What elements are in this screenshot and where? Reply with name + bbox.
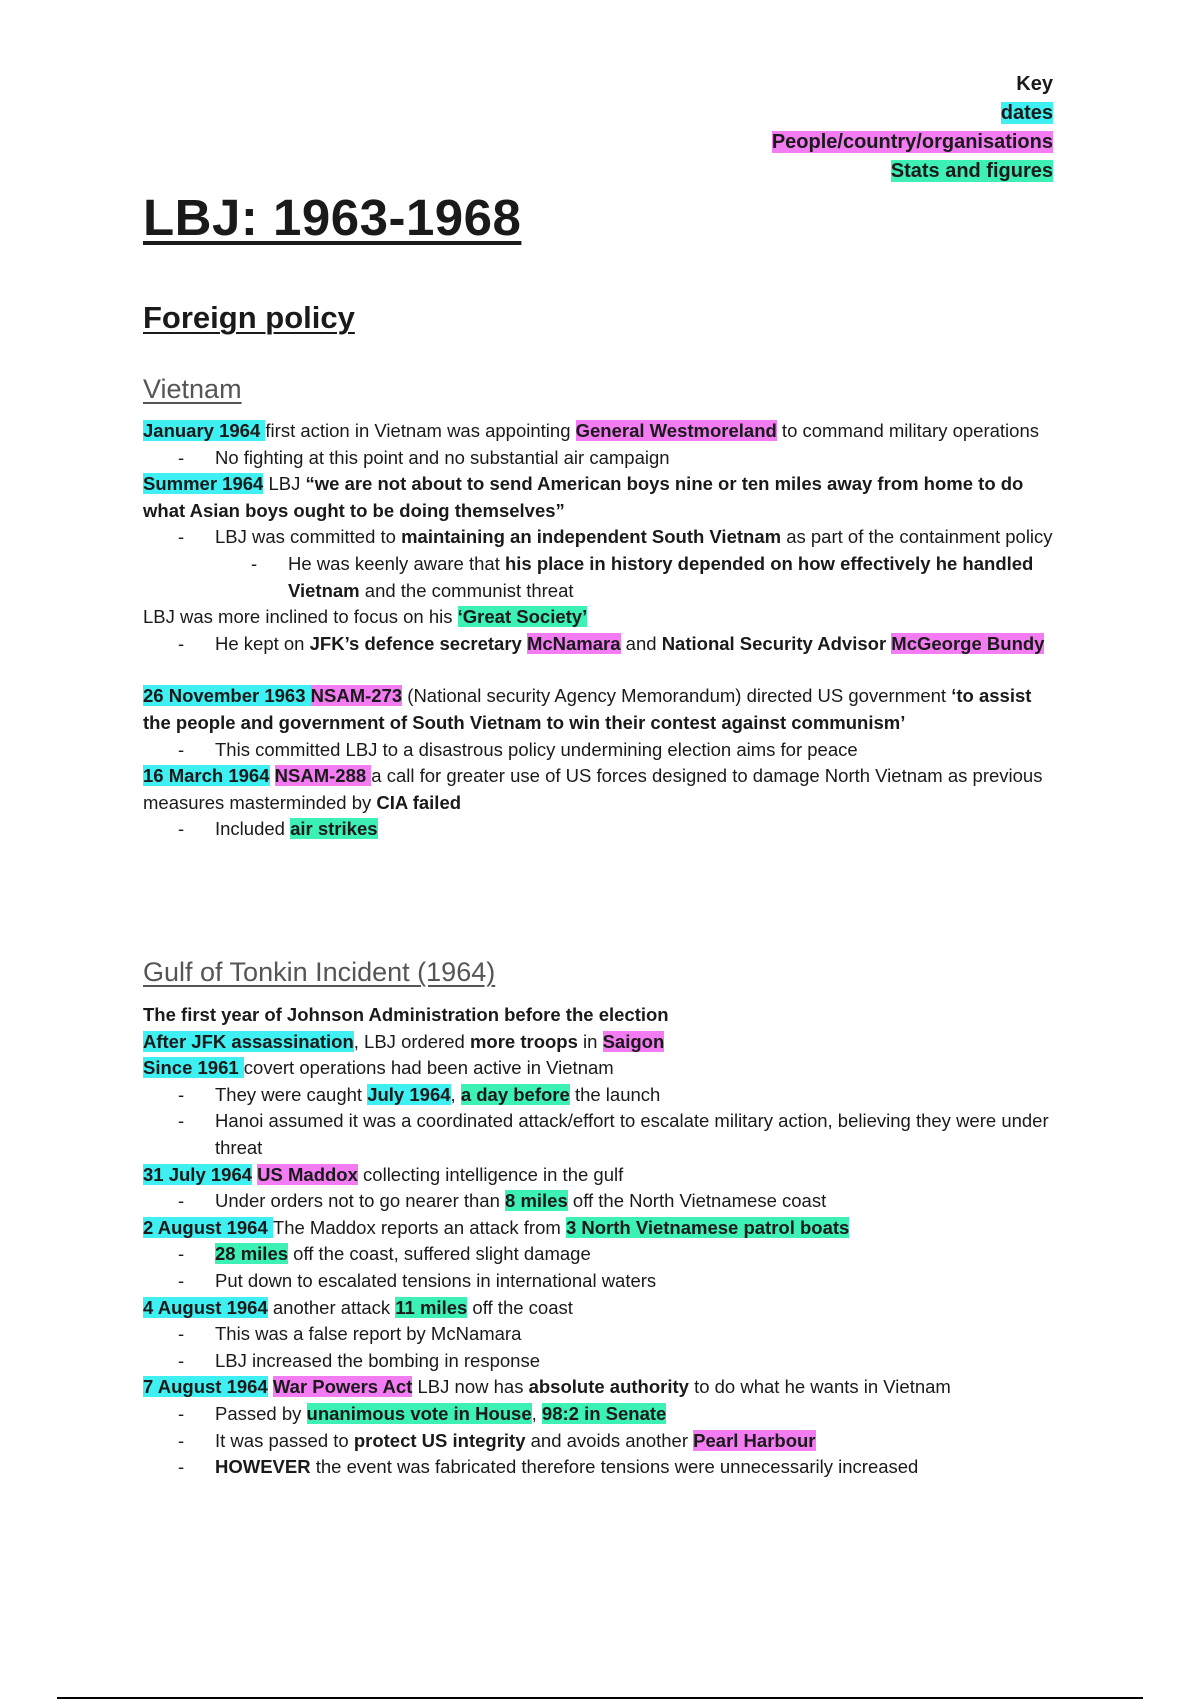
- text: Passed by: [215, 1402, 307, 1424]
- note-line: [143, 1162, 1063, 1189]
- text: The Maddox reports an attack from: [272, 1216, 566, 1238]
- text: Included: [215, 818, 291, 840]
- bullet-item: [143, 1454, 1063, 1481]
- text: He kept on: [215, 632, 310, 654]
- bold-text: CIA failed: [376, 791, 462, 813]
- text: LBJ increased the bombing in response: [215, 1349, 540, 1371]
- text: ,: [450, 1083, 461, 1105]
- stat-highlight: 8 miles: [505, 1190, 568, 1212]
- bullet-item: [143, 524, 1063, 551]
- key-stats: Stats and figures: [890, 160, 1053, 182]
- bold-text: HOWEVER: [215, 1456, 311, 1478]
- entity-highlight: McNamara: [526, 632, 621, 654]
- vietnam-heading: Vietnam: [143, 374, 242, 404]
- blank-line: [143, 657, 1063, 683]
- text: off the North Vietnamese coast: [567, 1190, 827, 1212]
- text: the launch: [569, 1083, 661, 1105]
- entity-highlight: Saigon: [602, 1030, 665, 1052]
- text: and avoids another: [525, 1429, 694, 1451]
- text: the event was fabricated therefore tensions were unnecessarily increased: [310, 1456, 919, 1478]
- key-dates: dates: [1000, 102, 1053, 124]
- text: and the communist threat: [359, 579, 574, 601]
- bold-text: The first year of Johnson Administration before the election: [143, 1004, 669, 1025]
- text: collecting intelligence in the gulf: [357, 1163, 624, 1185]
- bullet-item: [143, 445, 1063, 472]
- key-heading: Key: [1016, 73, 1053, 95]
- date-highlight: July 1964: [367, 1083, 451, 1105]
- stat-highlight: 28 miles: [215, 1243, 289, 1265]
- key-people: People/country/organisations: [771, 131, 1053, 153]
- date-highlight: 7 August 1964: [143, 1376, 268, 1398]
- bullet-item: [143, 631, 1063, 658]
- section-title: Foreign policy: [143, 300, 355, 335]
- date-highlight: Summer 1964: [143, 473, 264, 495]
- text: as part of the containment policy: [781, 526, 1053, 548]
- entity-highlight: General Westmoreland: [575, 420, 777, 441]
- text: Hanoi assumed it was a coordinated attack/effort to escalate military action, believing they were under threat: [215, 1110, 1049, 1158]
- bullet-item: [143, 1268, 1063, 1295]
- bullet-item: [143, 1082, 1063, 1109]
- bullet-item: [143, 816, 1063, 843]
- text: Put down to escalated tensions in international waters: [215, 1269, 657, 1291]
- bold-text: his place in history depended on how effectively he handled Vietnam: [288, 552, 1034, 601]
- text: first action in Vietnam was appointing: [265, 420, 576, 441]
- stat-highlight: air strikes: [290, 818, 378, 840]
- entity-highlight: McGeorge Bundy: [891, 632, 1045, 654]
- stat-highlight: ‘Great Society’: [457, 606, 588, 628]
- bold-text: protect US integrity: [353, 1429, 526, 1451]
- text: and: [620, 632, 662, 654]
- bold-text: absolute authority: [528, 1376, 689, 1398]
- bold-text: maintaining an independent South Vietnam: [401, 526, 782, 548]
- text: another attack: [267, 1296, 396, 1318]
- date-highlight: 2 August 1964: [143, 1216, 273, 1238]
- date-highlight: 26 November 1963: [143, 685, 311, 707]
- note-line: [143, 1215, 1063, 1242]
- text: This committed LBJ to a disastrous policy undermining election aims for peace: [215, 738, 858, 760]
- bold-text: “we are not about to send American boys nine or ten miles away from home to do what Asian boys ought to be doing themselves”: [143, 473, 1024, 521]
- note-line: [143, 1295, 1063, 1322]
- text: It was passed to: [215, 1429, 354, 1451]
- text: Under orders not to go nearer than: [215, 1190, 506, 1212]
- text: in: [577, 1030, 603, 1052]
- bullet-item: [143, 1188, 1063, 1215]
- text: LBJ: [263, 473, 306, 495]
- note-line: [143, 1374, 1063, 1401]
- text: off the coast: [467, 1296, 573, 1318]
- note-line: [143, 1029, 1063, 1056]
- text: LBJ was committed to: [215, 526, 402, 548]
- bullet-item: [143, 1321, 1063, 1348]
- stat-highlight: 11 miles: [395, 1296, 468, 1318]
- tonkin-notes: [143, 1002, 1063, 1481]
- date-highlight: 16 March 1964: [143, 765, 270, 787]
- date-highlight: 31 July 1964: [143, 1163, 253, 1185]
- text: a call for greater use of US forces designed to damage North Vietnam as previous measures masterminded by: [143, 765, 1043, 813]
- note-line: [143, 418, 1063, 445]
- bold-text: more troops: [469, 1030, 578, 1052]
- bullet-item: [143, 1241, 1063, 1268]
- page-title: LBJ: 1963-1968: [143, 189, 522, 246]
- text: (National security Agency Memorandum) directed US government: [402, 685, 952, 707]
- tonkin-heading: Gulf of Tonkin Incident (1964): [143, 957, 496, 987]
- text: LBJ was more inclined to focus on his: [143, 606, 458, 628]
- text: , LBJ ordered: [353, 1030, 470, 1052]
- stat-highlight: 3 North Vietnamese patrol boats: [565, 1216, 850, 1238]
- stat-highlight: unanimous vote in House: [306, 1402, 532, 1424]
- entity-highlight: Pearl Harbour: [693, 1429, 816, 1451]
- note-line: [143, 471, 1063, 524]
- date-highlight: Since 1961: [143, 1057, 244, 1079]
- note-line: [143, 1055, 1063, 1082]
- bullet-item: [143, 1348, 1063, 1375]
- text: to do what he wants in Vietnam: [688, 1376, 951, 1398]
- bullet-item: [143, 737, 1063, 764]
- text: This was a false report by McNamara: [215, 1323, 522, 1345]
- bold-text: JFK’s defence secretary: [309, 632, 527, 654]
- note-line: [143, 1002, 1063, 1029]
- key-legend: [772, 70, 1053, 186]
- text: LBJ now has: [412, 1376, 529, 1398]
- stat-highlight: 98:2 in Senate: [541, 1402, 667, 1424]
- date-highlight: After JFK assassination: [143, 1030, 354, 1052]
- text: off the coast, suffered slight damage: [288, 1243, 591, 1265]
- date-highlight: January 1964: [143, 420, 266, 441]
- text: covert operations had been active in Vietnam: [243, 1057, 614, 1079]
- bullet-item: [143, 1428, 1063, 1455]
- text: They were caught: [215, 1083, 368, 1105]
- text: No fighting at this point and no substantial air campaign: [215, 446, 670, 468]
- bold-text: National Security Advisor: [661, 632, 892, 654]
- note-line: [143, 683, 1063, 736]
- page-divider: [57, 1697, 1143, 1699]
- entity-highlight: US Maddox: [257, 1163, 358, 1185]
- entity-highlight: War Powers Act: [272, 1376, 413, 1398]
- bold-text: ‘to assist the people and government of South Vietnam to win their contest against communism’: [143, 685, 1032, 733]
- vietnam-notes: [143, 418, 1063, 843]
- text: He was keenly aware that: [288, 552, 505, 574]
- text: to command military operations: [776, 420, 1039, 441]
- text: ,: [531, 1402, 542, 1424]
- bullet-item: [143, 1401, 1063, 1428]
- note-line: [143, 604, 1063, 631]
- date-highlight: 4 August 1964: [143, 1296, 268, 1318]
- entity-highlight: NSAM-273: [310, 685, 403, 707]
- note-line: [143, 763, 1063, 816]
- text: [270, 765, 275, 786]
- bullet-item: [143, 551, 1063, 604]
- bullet-item: [143, 1108, 1063, 1161]
- entity-highlight: NSAM-288: [274, 765, 372, 787]
- stat-highlight: a day before: [460, 1083, 570, 1105]
